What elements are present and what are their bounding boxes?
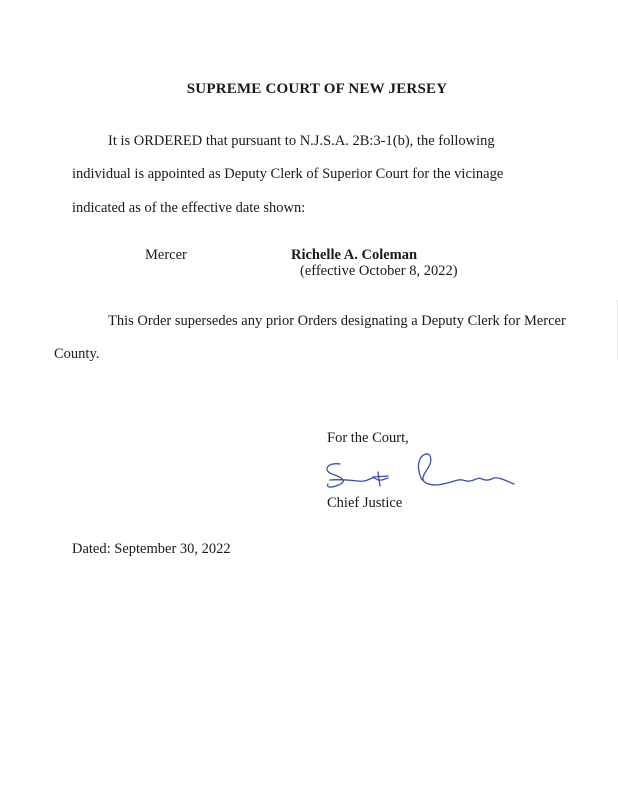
dated-line: Dated: September 30, 2022 bbox=[72, 541, 231, 557]
paragraph1-line2: individual is appointed as Deputy Clerk of Superior Court for the vicinage bbox=[72, 166, 504, 182]
document-title: SUPREME COURT OF NEW JERSEY bbox=[186, 81, 448, 97]
signer-title: Chief Justice bbox=[327, 495, 403, 511]
paragraph2-line2: County. bbox=[54, 346, 100, 362]
chief-justice-signature bbox=[318, 450, 518, 498]
paragraph2-line1: This Order supersedes any prior Orders designating a Deputy Clerk for Mercer bbox=[108, 313, 566, 329]
paragraph1-line3: indicated as of the effective date shown: bbox=[72, 200, 306, 216]
effective-date: (effective October 8, 2022) bbox=[300, 263, 458, 279]
appointee-name: Richelle A. Coleman bbox=[291, 247, 418, 263]
for-the-court-text: For the Court, bbox=[327, 430, 409, 446]
vicinage-name: Mercer bbox=[145, 247, 187, 263]
paragraph1-line1: It is ORDERED that pursuant to N.J.S.A. 2B:3-1(b), the following bbox=[108, 133, 495, 149]
